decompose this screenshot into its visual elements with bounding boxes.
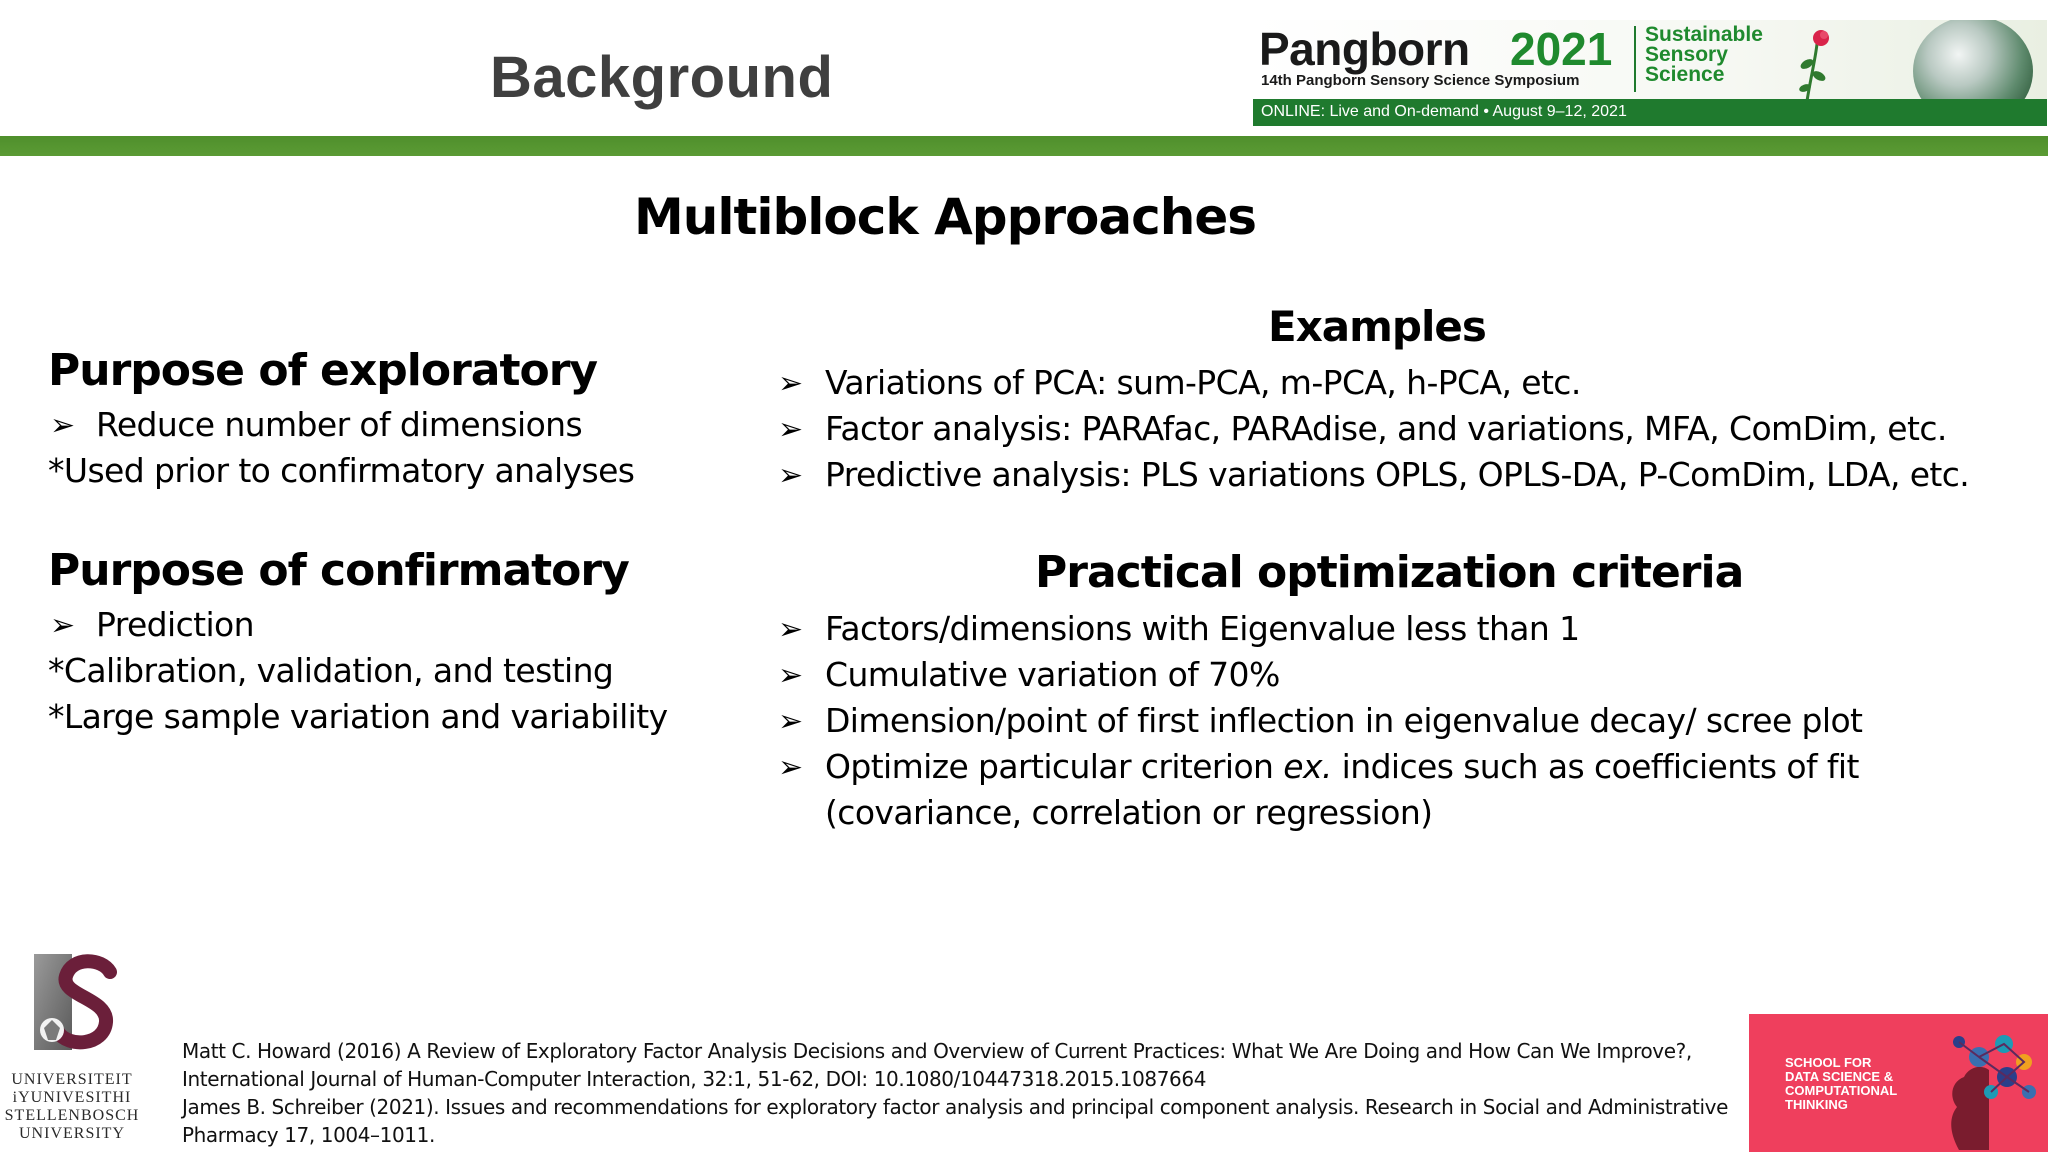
arrow-bullet-icon: ➢ [778,704,804,739]
criteria-last-pre: Optimize particular criterion [825,747,1284,786]
school-line: SCHOOL FOR [1785,1055,1872,1070]
tagline-line: Science [1645,63,1725,86]
stellenbosch-logo [22,950,132,1060]
conference-banner [1253,20,2047,126]
reference-line: International Journal of Human-Computer Interaction, 32:1, 51-62, DOI: 10.1080/10447318.2015.1087664 [182,1067,1207,1091]
confirmatory-note: *Calibration, validation, and testing [48,651,614,690]
criteria-bullet-last [825,747,1859,786]
tagline-line: Sensory [1645,43,1728,66]
criteria-bullet: Factors/dimensions with Eigenvalue less than 1 [825,609,1580,648]
confirmatory-note: *Large sample variation and variability [48,697,668,736]
banner-tagline [1645,25,1763,85]
university-line: UNIVERSITEIT [11,1071,133,1088]
confirmatory-heading: Purpose of confirmatory [48,545,629,596]
university-name [0,1071,144,1143]
rose-icon [1793,26,1843,106]
school-line: COMPUTATIONAL [1785,1083,1898,1098]
school-badge [1749,1014,2048,1152]
main-heading: Multiblock Approaches [633,188,1257,246]
tagline-line: Sustainable [1645,23,1763,46]
arrow-bullet-icon: ➢ [778,458,804,493]
school-line: DATA SCIENCE & [1785,1069,1894,1084]
arrow-bullet-icon: ➢ [778,750,804,785]
reference-line: Matt C. Howard (2016) A Review of Exploratory Factor Analysis Decisions and Overview of Current Practices: What We Are Doing and How Can We Improve?, [182,1039,1692,1063]
example-bullet: Predictive analysis: PLS variations OPLS, OPLS-DA, P-ComDim, LDA, etc. [825,455,1970,494]
exploratory-bullet: Reduce number of dimensions [96,405,583,444]
university-line: UNIVERSITY [19,1125,125,1142]
reference-line: Pharmacy 17, 1004–1011. [182,1123,435,1147]
example-bullet: Variations of PCA: sum-PCA, m-PCA, h-PCA, etc. [825,363,1581,402]
exploratory-heading: Purpose of exploratory [48,345,598,396]
arrow-bullet-icon: ➢ [778,366,804,401]
school-line: THINKING [1785,1097,1848,1112]
slide-title: Background [490,45,834,110]
examples-heading: Examples [1268,302,1486,351]
head-network-icon [1919,1022,2044,1150]
banner-subtitle: 14th Pangborn Sensory Science Symposium [1261,72,1580,89]
banner-name: Pangborn [1259,23,1470,75]
reference-line: James B. Schreiber (2021). Issues and recommendations for exploratory factor analysis and principal component analysis. Research in Social and Administrative [182,1095,1728,1119]
university-line: iYUNIVESITHI [12,1089,132,1106]
arrow-bullet-icon: ➢ [778,412,804,447]
university-line: STELLENBOSCH [4,1107,140,1124]
arrow-bullet-icon: ➢ [50,408,76,443]
confirmatory-bullet: Prediction [96,605,254,644]
arrow-bullet-icon: ➢ [50,608,76,643]
arrow-bullet-icon: ➢ [778,658,804,693]
banner-year: 2021 [1510,23,1613,75]
school-name [1785,1056,1897,1112]
criteria-bullet: Dimension/point of first inflection in eigenvalue decay/ scree plot [825,701,1863,740]
criteria-last-em: ex. [1283,747,1332,786]
criteria-bullet-continuation: (covariance, correlation or regression) [825,793,1433,832]
banner-strip-text: ONLINE: Live and On-demand • August 9–12, 2021 [1261,103,1627,120]
example-bullet: Factor analysis: PARAfac, PARAdise, and variations, MFA, ComDim, etc. [825,409,1947,448]
criteria-heading: Practical optimization criteria [1035,547,1744,598]
criteria-last-post: indices such as coefficients of fit [1331,747,1859,786]
criteria-bullet: Cumulative variation of 70% [825,655,1280,694]
banner-divider [1634,26,1636,92]
exploratory-note: *Used prior to confirmatory analyses [48,451,635,490]
arrow-bullet-icon: ➢ [778,612,804,647]
header-rule [0,136,2048,156]
references [182,1037,1728,1149]
